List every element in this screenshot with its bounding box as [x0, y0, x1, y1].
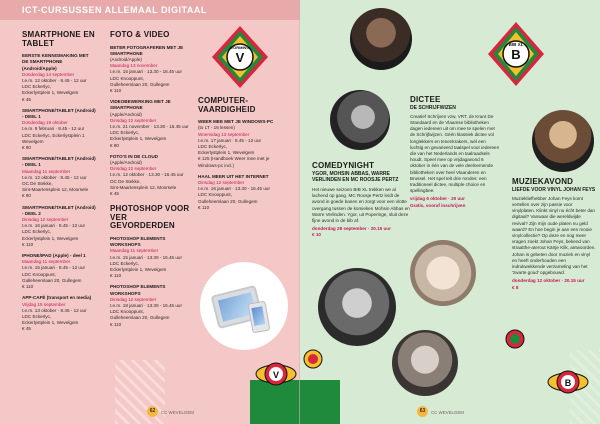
col2-item-price: € 80 — [110, 142, 119, 148]
col1-item-title: SMARTPHONE/TABLET (Android) - DEEL 2 — [22, 204, 96, 216]
col1-item-place1: OC De Stekke, — [22, 181, 53, 187]
right-page — [300, 0, 600, 424]
col2-item-price: € 110 — [110, 88, 122, 94]
col1-item — [22, 205, 96, 248]
col1-item-date: Vrijdag 15 september — [22, 301, 66, 307]
col2-heading: FOTO & VIDEO — [110, 30, 170, 39]
col1-item-place2: Eckerlystplein 1, Wevelgem — [22, 90, 79, 96]
muziek-sub: LIEFDE VOOR VINYL JOHAN FEYS — [512, 186, 596, 193]
comedy-heading: COMEDYNIGHT — [312, 161, 375, 170]
col1-item-title: APP-CAFÉ (transport en media) — [22, 295, 92, 301]
col1-item-time: t.e.m. 9 februari · 8.45 - 12 uur — [22, 126, 85, 132]
col2-item-place2: Eckerlystplein 1, Wevelgem — [110, 136, 167, 142]
comedian-photo-4 — [392, 330, 458, 396]
comedy-price: € 10 — [312, 232, 321, 238]
col3-item-price: € 110 — [198, 204, 210, 210]
col2-item-date: Dinsdag 12 september — [110, 117, 157, 123]
dictee-photo — [410, 240, 476, 306]
col1-item-date: Donderdag 14 september — [22, 71, 75, 77]
col2-item-sub: (Android/Apple) — [110, 57, 142, 62]
bibxl-badge — [486, 20, 546, 88]
col3-item-price: € 125 (Handboek Weer mee met je Windows-pc incl.) — [198, 156, 270, 168]
col3-item-date: Dinsdag 12 september — [198, 180, 245, 186]
deco-bar-right — [300, 380, 340, 424]
col1-item-date: Donderdag 19 oktober — [22, 120, 68, 126]
col1-item-time: t.e.m. 16 januari · 8.45 - 12 uur — [22, 223, 86, 229]
col1-item-title: IPHONE/IPAD (Apple) - deel 1 — [22, 253, 86, 259]
col1-item-price: € 80 — [22, 193, 31, 199]
deco-ball-1 — [302, 348, 324, 370]
muziek-photo — [532, 110, 594, 172]
col1-item-place2: Wevelgem — [22, 138, 44, 144]
dictee-body: Creatief Schrijven vzw, VRT, de Krant De Standaard en de Vlaamse bibliotheken dagen iedereen uit om mee te spelen met de Schrijfwijzen. Géén klassiek dictee vol longlekkers en tenenkrakers, wél een luchtig en gevarieerd taalspel voor iedereen die van het Nederlands en taalraadsels houdt. Speel mee op vrijdagavond 6 oktober in één van de vele deelnemende bibliotheken over heel Vlaanderen en Brussel. Het spel telt drie rondes: een traditioneel dictee, multiple choice en spellingbee. — [410, 113, 500, 194]
comedy-block — [312, 162, 410, 239]
col3-item — [198, 174, 284, 211]
col3-item-time: t.e.m. 16 januari · 13.30 - 16.45 uur — [198, 186, 271, 192]
vorming-badge-letter: V — [235, 50, 245, 65]
dictee-block — [410, 96, 500, 209]
dictee-date: vrijdag 6 oktober · 20 uur — [410, 196, 465, 202]
deco-stripes — [115, 360, 165, 424]
col2-item-place1: LDC Knooppunt, — [110, 75, 144, 81]
col2-item-place1: LDC Eckerlyc, — [110, 130, 140, 136]
col1-item-title: SMARTPHONE/TABLET (Android) - DEEL 1 — [22, 107, 96, 120]
comedy-sub: YGOR, MOHSIN ABBAS, WARRE VERLINDEN EN MC ROOSJE PERTZ — [312, 170, 399, 183]
bibxl-badge-label: BIB XL — [508, 42, 524, 47]
section-title: ICT-CURSUSSEN ALLEMAAL DIGITAAL — [22, 5, 207, 15]
col1-item-time: t.e.m. 15 januari · 8.45 - 12 uur — [22, 265, 86, 271]
col2-items — [110, 45, 194, 198]
col2b-item — [110, 236, 194, 279]
col1-item — [22, 108, 96, 151]
comedy-body: Het nieuwe seizoen BIB XL trekken we al lachend op gang. MC Roosje Pertz leidt de avond in goede banen en zorgt voor een vlotte overgang tussen de komieken Mohsin Abbas en Warre Verlinden. Ygor, uit Poperinge, sluit deze fijne avond in de bib af. — [312, 187, 410, 224]
col2-item-time: t.e.m. 21 november · 13.30 - 16.45 uur — [110, 124, 189, 130]
col3-item-time: t.e.m. 17 januari · 8.45 - 12 uur — [198, 137, 262, 143]
muziek-date: donderdag 12 oktober · 20.15 uur — [512, 278, 585, 284]
left-footer-badge — [254, 352, 298, 396]
col1-item — [22, 295, 96, 332]
col2-items2 — [110, 236, 194, 328]
muziek-heading: MUZIEKAVOND — [512, 177, 574, 186]
col1-item-place2: Gulleheemlaan 20, Gullegem — [22, 277, 82, 283]
col2b-item-price: € 110 — [110, 321, 122, 327]
deco-ball-2 — [504, 328, 526, 350]
right-footer-label: CC WEVELGEM — [431, 410, 464, 415]
col1-item-place1: LDC Knooppunt, — [22, 271, 56, 277]
col2-item-sub: (Apple/Android) — [110, 160, 142, 166]
col2-item-title: VIDEOBEWERKING MET JE SMARTPHONE — [110, 99, 171, 111]
dictee-price: Gratis, vooraf inschrijven — [410, 202, 466, 208]
col3-heading: COMPUTER-VAARDIGHEID — [198, 96, 256, 114]
col1-item-place1: LDC Eckerlyc, Eckerlystplein 1 — [22, 132, 85, 138]
col1-item-place2: Eckerlystplein 1, Wevelgem — [22, 235, 79, 241]
dictee-sub: DE SCHRIJFWIZEN — [410, 104, 456, 111]
col1-item-time: t.e.m. 12 oktober · 8.45 - 12 uur — [22, 78, 87, 83]
col3-items — [198, 119, 284, 211]
col1-item-date: Maandag 11 september — [22, 168, 71, 174]
col1-item — [22, 253, 96, 290]
left-footer-label: CC WEVELGEM — [161, 410, 194, 415]
col1-item-price: € 110 — [22, 241, 34, 247]
col2-item-time: t.e.m. 12 oktober · 13.30 - 16.45 uur — [110, 172, 184, 178]
col2-item-place2: Sint-Maartensplein 12, Moorsele — [110, 184, 177, 190]
col2-heading2: PHOTOSHOP VOOR VER GEVORDERDEN — [110, 204, 190, 231]
col2b-item-price: € 110 — [110, 273, 122, 279]
col1-item-price: € 45 — [22, 326, 31, 332]
col2b-item-place2: Gulleheemlaan 20, Gullegem — [110, 315, 170, 321]
col3-item-place1: LDC Knooppunt, — [198, 192, 232, 198]
col2-item — [110, 154, 194, 197]
col1-item-date: Dinsdag 12 september — [22, 217, 69, 223]
svg-text:B: B — [564, 378, 572, 388]
col1-item-place1: LDC Eckerlyc, — [22, 84, 52, 90]
col1-item-title: SMARTPHONE/TABLET (Android) - DEEL 1 — [22, 156, 96, 168]
col3-item-sub: (to LT - 16 lessen) — [198, 125, 235, 131]
col1-item — [22, 156, 96, 199]
col2-item-date: Maandag 13 november — [110, 63, 158, 69]
comedian-photo-1 — [350, 8, 412, 70]
col2-item-place1: OC De Stekke, — [110, 178, 141, 184]
vorming-badge — [210, 24, 270, 90]
col2-item-price: € 45 — [110, 191, 119, 197]
muziek-body: Muziekliefhebber Johan Feys komt vertellen over zijn passie voor vinylplaten. Klinkt vinyl nu écht beter dan digitaal? Vanwaar die wereldwijde revival? Zijn mijn oude platen nu geld waard? En hoe begin je aan een mooie vinylcollectie? Op deze en nog meer vragen zoekt Johan Feys, bekend van straatthe-aterout Kärtje Klik, antwoorden. Johan is gebeten door muziek en vinyl en heeft onderhouden een indrukwekkende verzameling van het 'zwarte goud' opgebouwd. — [512, 195, 596, 276]
comedian-photo-2 — [330, 90, 390, 150]
col2-item-title: BETER FOTOGRAFEREN MET JE SMARTPHONE — [110, 44, 184, 56]
col1-item-place2: Sint-Maartensplein 12, Moorsele — [22, 187, 89, 193]
col1-item-time: t.e.m. 12 oktober · 8.45 - 12 uur — [22, 174, 87, 180]
col1-item-date: Maandag 11 september — [22, 259, 71, 265]
col2-item-date: Dinsdag 12 september — [110, 166, 157, 172]
col2-item-time: t.e.m. 15 januari · 13.30 - 16.45 uur — [110, 69, 183, 75]
col2-item-sub: (Apple/Android) — [110, 111, 142, 117]
col1-item-price: € 45 — [22, 96, 31, 102]
col2b-item-place1: LDC Knooppunt, — [110, 309, 144, 315]
col3-item-date: Woensdag 13 september — [198, 131, 250, 137]
column-foto — [110, 31, 194, 328]
col1-item-time: t.e.m. 13 oktober · 8.45 - 12 uur — [22, 307, 87, 313]
right-page-number: 63 — [417, 406, 428, 417]
col2-item — [110, 99, 194, 149]
col2-item — [110, 45, 194, 95]
comedy-date: donderdag 28 september · 20.15 uur — [312, 226, 391, 232]
vorming-badge-label: VORMING — [230, 45, 250, 50]
col3-item — [198, 119, 284, 169]
col2-item-place2: Gulleheemlaan 20, Gullegem — [110, 81, 170, 87]
col1-items — [22, 53, 96, 332]
col3-item-place2: Eckerlystplein 1, Wevelgem — [198, 150, 255, 156]
col2b-item-title: PHOTOSHOP ELEMENTS WORKSHOPS — [110, 284, 166, 296]
comedian-photo-3 — [318, 268, 396, 346]
col3-item-title: HAAL MEER UIT HET INTERNET — [198, 173, 269, 179]
col1-item-place1: LDC Eckerlyc, — [22, 313, 52, 319]
col2b-item-title: PHOTOSHOP ELEMENTS WORKSHOPS — [110, 236, 166, 248]
col2b-item — [110, 284, 194, 327]
col1-heading: SMARTPHONE EN TABLET — [22, 30, 95, 48]
col2b-item-place1: LDC Eckerlyc, — [110, 260, 140, 266]
col1-item-place1: LDC Eckerlyc, — [22, 229, 52, 235]
column-smartphone — [22, 31, 96, 333]
col1-item-title: EERSTE KENNISMAKING MET DE SMARTPHONE (Android/Apple) — [22, 53, 89, 71]
col2b-item-place2: Eckerlystplein 1, Wevelgem — [110, 267, 167, 273]
col1-item — [22, 53, 96, 103]
col2b-item-date: Maandag 11 september — [110, 248, 159, 254]
col1-item-place2: Eckerlystplein 1, Wevelgem — [22, 320, 79, 326]
col2b-item-time: t.e.m. 18 januari · 13.30 - 16.45 uur — [110, 303, 183, 309]
tablet-photo — [200, 262, 288, 350]
dictee-heading: DICTEE — [410, 95, 441, 104]
col3-item-place2: Gulleheemlaan 20, Gullegem — [198, 198, 258, 204]
section-header — [0, 0, 300, 20]
col2-item-title: FOTO'S IN DE CLOUD — [110, 153, 158, 159]
column-computer — [198, 97, 284, 211]
col3-item-title: WEER MEE MET JE WINDOWS-PC — [198, 119, 274, 125]
muziek-block — [512, 178, 596, 291]
muziek-price: € 8 — [512, 284, 519, 290]
col1-item-price: € 110 — [22, 284, 34, 290]
left-page-number: 62 — [147, 406, 158, 417]
col2b-item-time: t.e.m. 15 januari · 13.30 - 16.45 uur — [110, 254, 183, 260]
phone-device — [248, 301, 271, 334]
col2b-item-date: Dinsdag 12 september — [110, 296, 157, 302]
right-footer-badge — [546, 360, 590, 404]
col3-item-place1: LDC Eckerlyc, — [198, 144, 228, 149]
svg-text:V: V — [272, 370, 280, 380]
col1-item-price: € 80 — [22, 145, 31, 151]
bibxl-badge-letter: B — [511, 47, 521, 62]
